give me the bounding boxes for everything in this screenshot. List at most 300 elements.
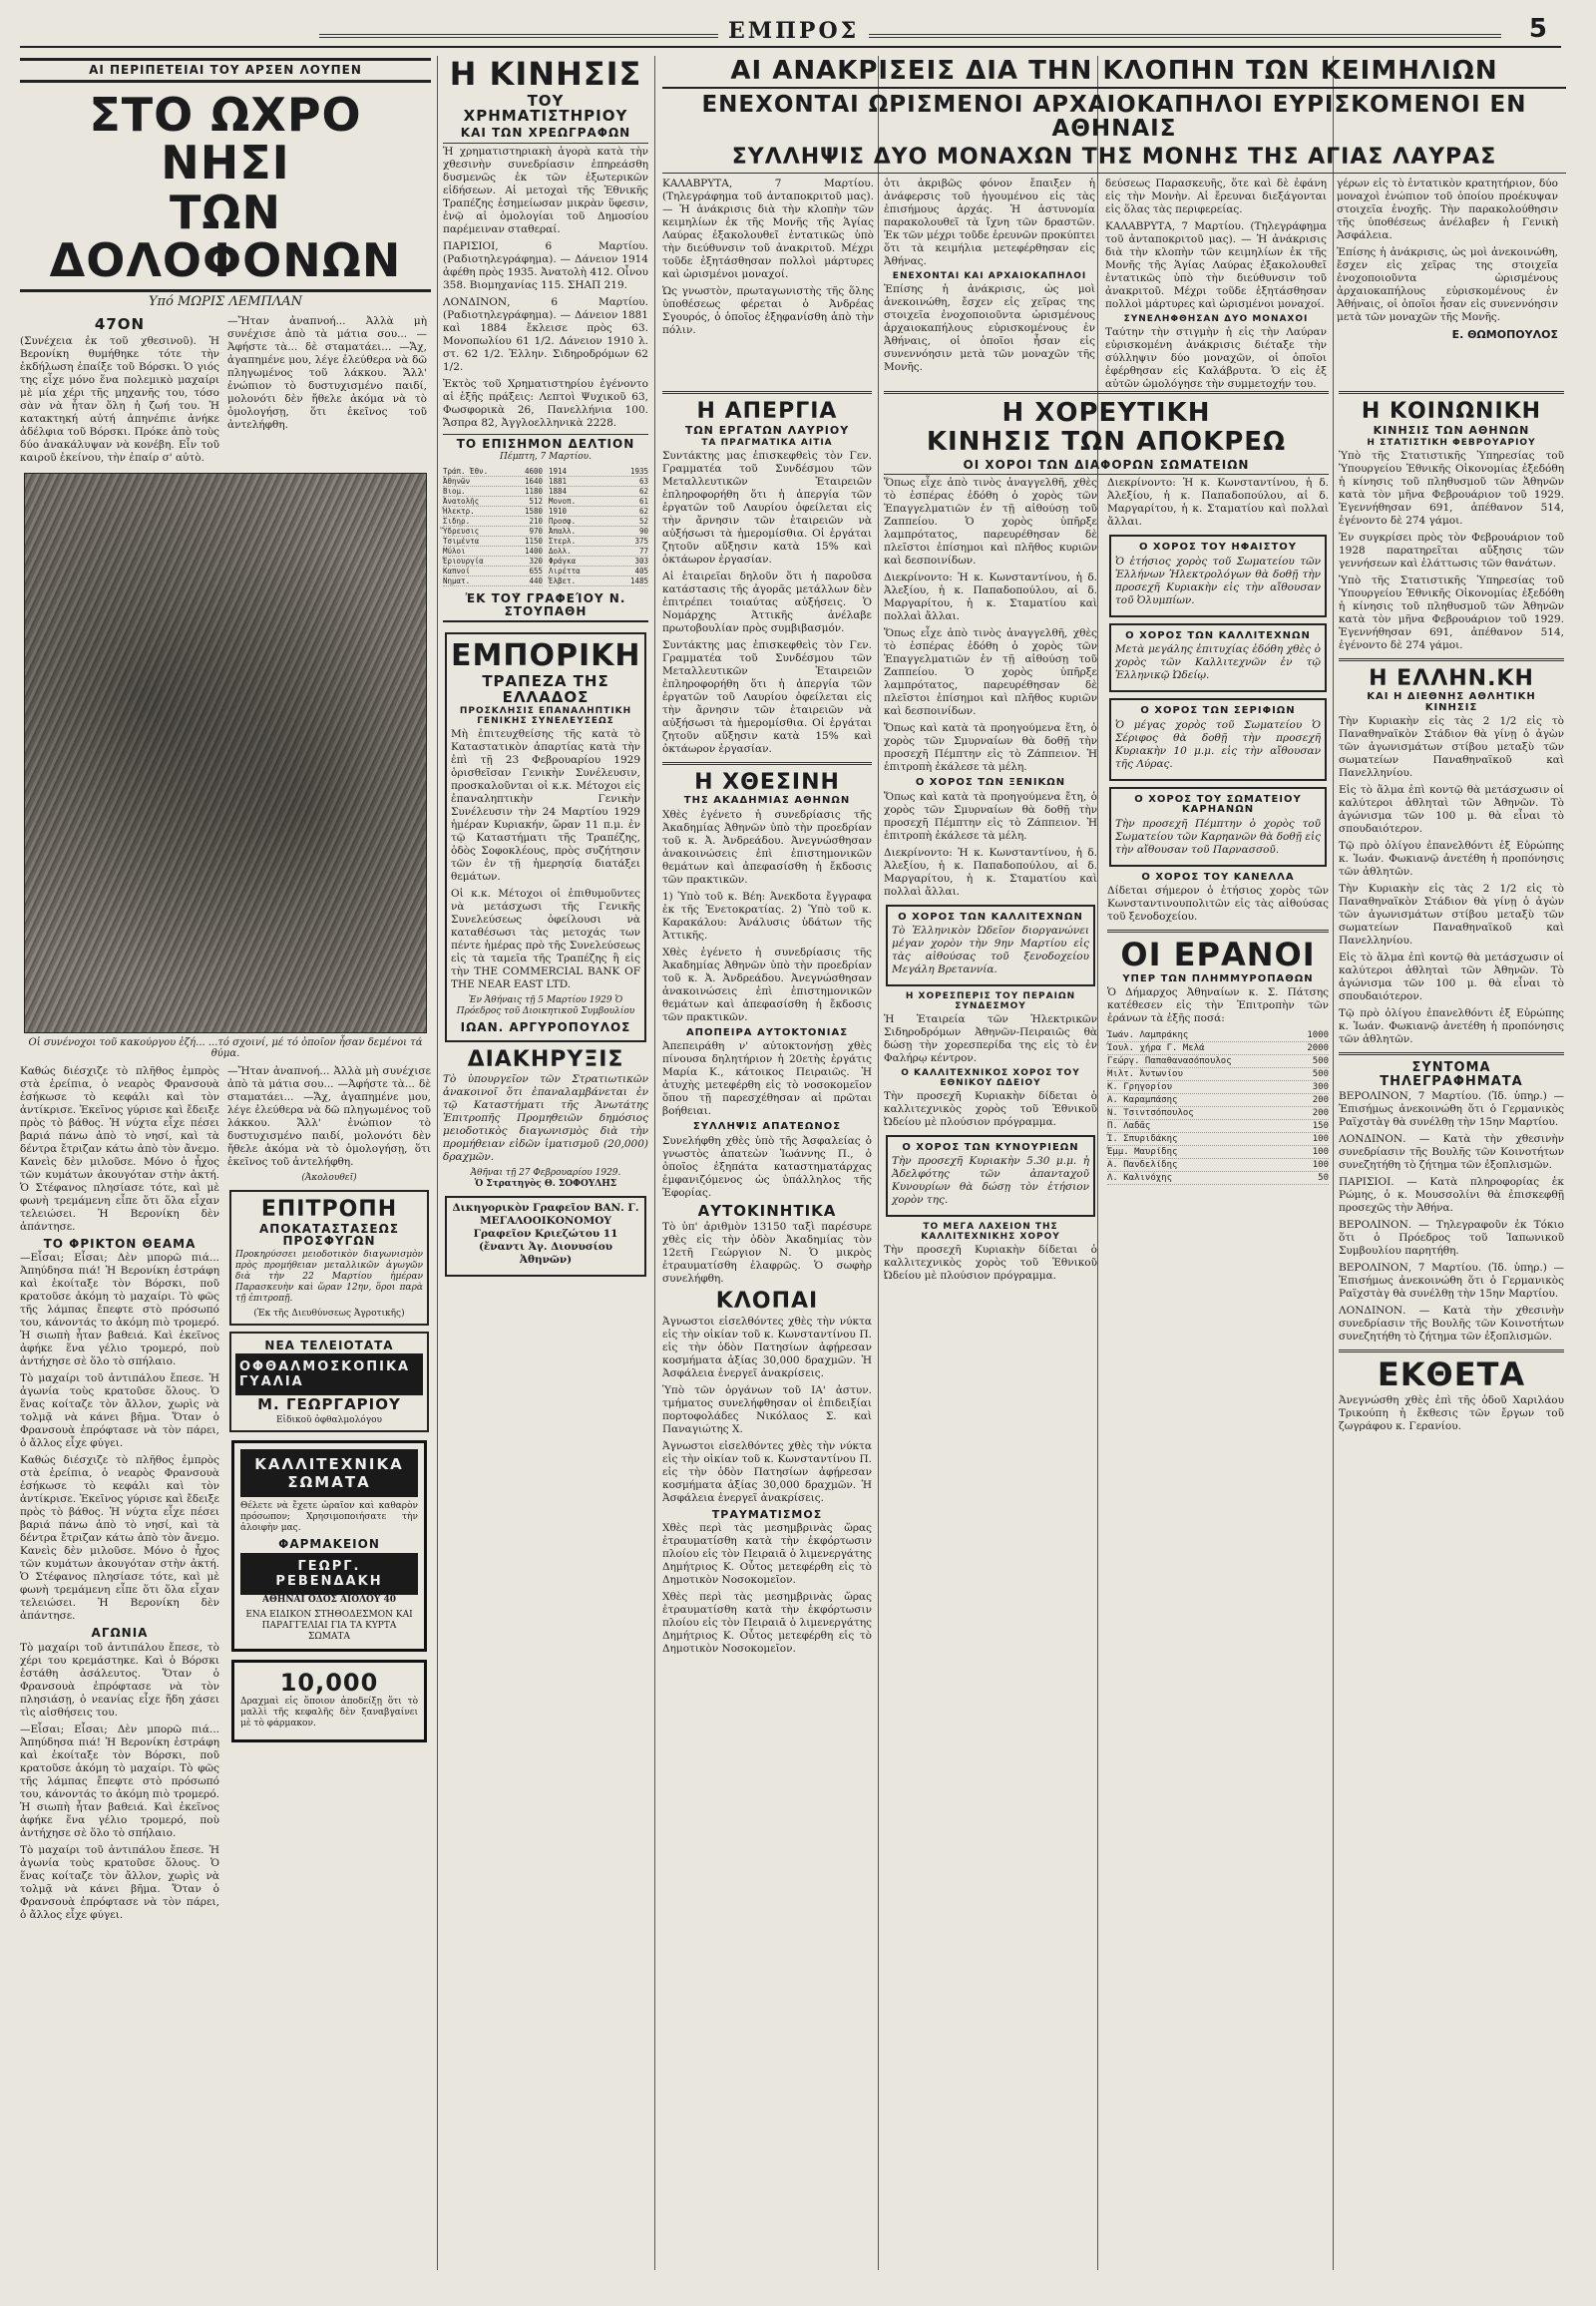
table-row bbox=[549, 527, 648, 537]
bank-title1: ΕΜΠΟΡΙΚΗ bbox=[451, 638, 641, 674]
row-value: 62 bbox=[638, 507, 648, 517]
dance-notice bbox=[886, 1135, 1095, 1218]
bank-subtitle: ΠΡΟΣΚΛΗΣΙΣ ΕΠΑΝΑΛΗΠΤΙΚΗ ΓΕΝΙΚΗΣ ΣΥΝΕΛΕΥΣΕΩΣ bbox=[459, 706, 632, 726]
sports-text: Εἰς τὸ ἅλμα ἐπὶ κοντῷ θὰ μετάσχωσιν οἱ καλύτεροι ἀθληταὶ τῶν Ἀθηνῶν. Τὸ ἀγώνισμα τῶν 100 μ. θὰ εἶναι τὸ σπουδαιότερον. bbox=[1339, 784, 1564, 836]
row-value: 970 bbox=[529, 527, 543, 537]
table-row bbox=[1107, 1068, 1329, 1081]
lead-subhead: ΕΝΕΧΟΝΤΑΙ ΚΑΙ ΑΡΧΑΙΟΚΑΠΗΛΟΙ bbox=[892, 270, 1087, 281]
strike-title1: Η ΑΠΕΡΓΙΑ bbox=[696, 399, 838, 424]
dance-notice-title: Ο ΧΟΡΟΣ ΤΟΥ ΗΦΑΙΣΤΟΥ bbox=[1138, 542, 1298, 554]
illustration-photo bbox=[24, 473, 427, 1033]
reward-ad bbox=[231, 1660, 427, 1742]
table-row bbox=[549, 557, 648, 567]
section-rule bbox=[1339, 1349, 1564, 1352]
row-value: 320 bbox=[529, 557, 543, 567]
row-label: Ἰωάν. Λαμπράκης bbox=[1107, 1030, 1189, 1041]
dances-text: Ὅπως εἶχε ἀπὸ τινὸς ἀναγγελθῆ, χθὲς τὸ ἑσπέρας ἐδόθη ὁ χορὸς τῶν Ἐπαγγελματιῶν ἐν τῇ αἰθούσῃ τοῦ Ζαππείου. Ὁ χορὸς ὑπῆρξε λαμπρότατος, παρευρέθησαν δὲ πλεῖστοι ἐπίσημοι καὶ πλῆθος κυριῶν καὶ δεσποινίδων. bbox=[884, 627, 1097, 718]
finance-title2: ΤΟΥ ΧΡΗΜΑΤΙΣΤΗΡΙΟΥ bbox=[463, 91, 628, 126]
table-row bbox=[1107, 1055, 1329, 1068]
table-row bbox=[443, 507, 543, 517]
committee-subtitle: ΑΠΟΚΑΤΑΣΤΑΣΕΩΣ ΠΡΟΣΦΥΓΩΝ bbox=[258, 1221, 400, 1249]
table-row bbox=[549, 467, 648, 477]
pharmacy-address: ΑΘΗΝΑΙ ΟΔΟΣ ΑΙΟΛΟΥ 40 bbox=[262, 1594, 396, 1605]
row-value: 4600 bbox=[524, 467, 543, 477]
social-text: Ὑπὸ τῆς Στατιστικῆς Ὑπηρεσίας τοῦ Ὑπουργείου Ἐθνικῆς Οἰκονομίας ἐξεδόθη ἡ κίνησις τοῦ πληθυσμοῦ τῶν Ἀθηνῶν κατὰ τὸν μῆνα Φεβρουάριον τοῦ 1929. Ἐγεννήθησαν 691, ἀπέθανον 514, ἐγένοντο δὲ 274 γάμοι. bbox=[1339, 575, 1564, 652]
row-value: 50 bbox=[1318, 1173, 1329, 1184]
serial-column bbox=[20, 56, 431, 2272]
sports-title2: ΚΑΙ Η ΔΙΕΘΝΗΣ ΑΘΛΗΤΙΚΗ ΚΙΝΗΣΙΣ bbox=[1367, 691, 1536, 713]
row-value: 655 bbox=[529, 567, 543, 576]
section-rule bbox=[1339, 658, 1564, 661]
row-label: Ἐριουργία bbox=[443, 557, 484, 567]
dances-subtitle: ΟΙ ΧΟΡΟΙ ΤΩΝ ΔΙΑΦΟΡΩΝ ΣΩΜΑΤΕΙΩΝ bbox=[884, 459, 1329, 476]
strike-text: Συντάκτης μας ἐπισκεφθεὶς τὸν Γεν. Γραμματέα τοῦ Συνδέσμου τῶν Μεταλλευτικῶν Ἑταιρειῶν ἐπληροφορήθη ὅτι ἡ ἀπεργία τῶν ἐργατῶν τοῦ Λαυρίου ὀφείλεται εἰς τὴν ἄρνησιν τῶν ἑταιρειῶν νὰ αὐξήσωσι τὰ ἡμερομίσθια. Οἱ ἐργάται ζητοῦν αὔξησιν κατὰ 15% καὶ ὀκτάωρον ἐργασίαν. bbox=[662, 450, 872, 567]
row-label: Τράπ. Ἐθν. bbox=[443, 467, 489, 477]
dance-notice-text: Τὸ Ἑλληνικὸν Ὠδεῖον διοργανώνει μέγαν χορὸν τὴν 9ην Μαρτίου εἰς τὰς αἰθούσας τοῦ ξενοδοχείου Μεγάλη Βρεταννία. bbox=[892, 925, 1089, 976]
declaration-date: Ἀθῆναι τῇ 27 Φεβρουαρίου 1929. bbox=[470, 1168, 621, 1179]
donations-list bbox=[1107, 1029, 1329, 1185]
story-text: —Εἶσαι; Εἶσαι; Δὲν μπορῶ πιά... Ἀπηύδησα πιά! Ἡ Βερονίκη ἐστράφη καὶ ἐκοίταξε τὸν Βόρσκι, ποῦ κρατοῦσε ἀκόμη τὸ μαχαίρι. Τὸ φῶς τῆς λάμπας ἔπεφτε στὸ πρόσωπό του, κάνοντάς το ἀκόμη πιὸ τρομερό. Ἡ σιωπὴ ἦταν βαθειά. Καὶ ἐκεῖνος ἀφήκε ἕνα γέλιο τρομερό, ποὺ ἀντήχησε σὲ ὅλο τὸ σπήλαιο. bbox=[20, 1723, 219, 1839]
newspaper-page bbox=[20, 12, 1576, 2276]
page-number: 5 bbox=[1528, 14, 1547, 44]
row-label: Ἰ. Σπυριδάκης bbox=[1107, 1134, 1178, 1145]
section-rule bbox=[884, 391, 1329, 394]
story-text: —Ἤταν ἀναπνοή... Ἀλλὰ μὴ συνέχισε ἀπὸ τὰ μάτια σου... —Ἀφήστε τὰ... δὲ σταματάει... —Ἄχ, ἀγαπημένε μου, λέγε ἐλεύθερα νὰ δῶ πληγωμένος τοῦ λάκκου. Ἄλλ' ἐνώπιον τὸ δυστυχισμένο παιδί, μολονότι δὲν ἤθελε ἀκόμα νὰ τὸ ὁμολογήσῃ, ὅτι ἐκεῖνος τοῦ ἀντελήφθη. bbox=[227, 1064, 431, 1168]
story-title-line2: ΤΩΝ ΔΟΛΟΦΟΝΩΝ bbox=[20, 189, 431, 292]
table-row bbox=[1107, 1042, 1329, 1055]
brief-text: Ἀγνωστοι εἰσελθόντες χθὲς τὴν νύκτα εἰς τὴν οἰκίαν τοῦ κ. Κωνσταντίνου Π. εἰς τὴν ὁδὸν Πατησίων ἀφῄρεσαν κοσμήματα ἀξίας 30,000 δραχμῶν. Ἡ Ἀσφάλεια ἐνεργεῖ ἀνακρίσεις. bbox=[662, 1315, 872, 1379]
row-label: Φράγκα bbox=[549, 557, 577, 567]
dance-notice-title: Ο ΧΟΡΟΣ ΤΩΝ ΚΑΛΛΙΤΕΧΝΩΝ bbox=[898, 911, 1083, 923]
pharmacy-label: ΦΑΡΜΑΚΕΙΟΝ bbox=[278, 1537, 380, 1552]
dance-notice-text: Ὁ μέγας χορὸς τοῦ Σωματείου Ὁ Σέριφος θὰ δοθῇ τὴν προσεχῆ Κυριακὴν 10 μ.μ. εἰς τὴν αἴθουσαν τῆς Λύρας. bbox=[1115, 718, 1321, 770]
table-row bbox=[549, 576, 648, 586]
row-value: 512 bbox=[529, 497, 543, 507]
table-row bbox=[443, 517, 543, 527]
academy-text: Χθὲς ἐγένετο ἡ συνεδρίασις τῆς Ἀκαδημίας Ἀθηνῶν ὑπὸ τὴν προεδρίαν τοῦ κ. Ἀ. Ἀνδρεάδου. Ἀνεγνώσθησαν ἀνακοινώσεις ἐπὶ ἐπιστημονικῶν θεμάτων καὶ ἀπεφασίσθη ἡ ἔκδοσις τῶν πρακτικῶν. bbox=[662, 808, 872, 886]
dance-notice bbox=[1109, 623, 1327, 693]
row-label: Λιρέττα bbox=[549, 567, 581, 576]
dances-text: Ὅπως εἶχε ἀπὸ τινὸς ἀναγγελθῆ, χθὲς τὸ ἑσπέρας ἐδόθη ὁ χορὸς τῶν Ἐπαγγελματιῶν ἐν τῇ αἰθούσῃ τοῦ Ζαππείου. Ὁ χορὸς ὑπῆρξε λαμπρότατος, παρευρέθησαν δὲ πλεῖστοι ἐπίσημοι καὶ πλῆθος κυριῶν καὶ δεσποινίδων. bbox=[884, 477, 1097, 568]
row-label: Α. Πανδελίδης bbox=[1107, 1160, 1178, 1171]
pharmacy-ad bbox=[231, 1440, 427, 1652]
strike-text: Συντάκτης μας ἐπισκεφθεὶς τὸν Γεν. Γραμματέα τοῦ Συνδέσμου τῶν Μεταλλευτικῶν Ἑταιρειῶν ἐπληροφορήθη ὅτι ἡ ἀπεργία τῶν ἐργατῶν τοῦ Λαυρίου ὀφείλεται εἰς τὴν ἄρνησιν τῶν ἑταιρειῶν νὰ αὐξήσωσι τὰ ἡμερομίσθια. Οἱ ἐργάται ζητοῦν αὔξησιν κατὰ 15% καὶ ὀκτάωρον ἐργασίαν. bbox=[662, 639, 872, 756]
lead-text: Ἐπίσης ἡ ἀνάκρισις, ὡς μοὶ ἀνεκοινώθη, ἔσχεν εἰς χεῖρας της στοιχεῖα ἐνοχοποιοῦντα ὡρισμένους ἀρχαιοκαπήλους εὑρισκομένους ἐν Ἀθήναις, οἱ ὁποῖοι ἦσαν εἰς συνεννόησιν μετὰ τῶν μοναχῶν τῆς Μονῆς. bbox=[884, 283, 1095, 374]
row-value: 2000 bbox=[1307, 1043, 1329, 1054]
eranoi-text: Ὁ Δήμαρχος Ἀθηναίων κ. Σ. Πάτσης κατέθεσεν εἰς τὴν Ἐπιτροπὴν τῶν ἐράνων τὰ ἑξῆς ποσά: bbox=[1107, 986, 1329, 1025]
row-value: 100 bbox=[1312, 1147, 1329, 1158]
social-text: Ἐν συγκρίσει πρὸς τὸν Φεβρουάριον τοῦ 1928 παρατηρεῖται αὔξησις τῶν γεννήσεων καὶ ἐλάττωσις τῶν θανάτων. bbox=[1339, 532, 1564, 571]
social-title1: Η ΚΟΙΝΩΝΙΚΗ bbox=[1361, 399, 1542, 424]
committee-text: Προκηρύσσει μειοδοτικὸν διαγωνισμὸν πρὸς προμήθειαν μεταλλικῶν ἀγωγῶν διὰ τὴν 22 Μαρτίου ἡμέραν Παρασκευὴν καὶ ὥραν 12ην, ὅροι παρὰ τῇ ἐπιτροπῇ. bbox=[235, 1249, 423, 1304]
story-subhead: ΑΓΩΝΙΑ bbox=[91, 1626, 149, 1641]
row-label: 1910 bbox=[549, 507, 568, 517]
table-row bbox=[549, 477, 648, 487]
row-value: 500 bbox=[1312, 1069, 1329, 1080]
bank-text: Οἱ κ.κ. Μέτοχοι οἱ ἐπιθυμοῦντες νὰ μετάσχωσι τῆς Γενικῆς Συνελεύσεως ὀφείλουσι νὰ καταθέσωσι τὰς μετοχάς των πέντε ἡμέρας πρὸ τῆς Συνελεύσεως εἰς τὰ ταμεῖα τῆς Τραπέζης ἢ εἰς τὴν THE COMMERCIAL BANK OF THE NEAR EAST LTD. bbox=[451, 888, 640, 991]
brief-text: Ἀπεπειράθη ν' αὐτοκτονήσῃ χθὲς πίνουσα δηλητήριον ἡ 20ετὴς ἐργάτις Μαρία Κ., κάτοικος Πειραιῶς. Ἡ ἀτυχὴς μετεφέρθη εἰς τὸ νοσοκομεῖον ὅπου τῇ παρεσχέθησαν αἱ πρῶται βοήθειαι. bbox=[662, 1040, 872, 1118]
social-text: Ὑπὸ τῆς Στατιστικῆς Ὑπηρεσίας τοῦ Ὑπουργείου Ἐθνικῆς Οἰκονομίας ἐξεδόθη ἡ κίνησις τοῦ πληθυσμοῦ τῶν Ἀθηνῶν κατὰ τὸν μῆνα Φεβρουάριον τοῦ 1929. Ἐγεννήθησαν 691, ἀπέθανον 514, ἐγένοντο δὲ 274 γάμοι. bbox=[1339, 450, 1564, 528]
dance-notice-text: Τὴν προσεχῆ Πέμπτην ὁ χορὸς τοῦ Σωματείου τῶν Καρηανῶν θὰ δοθῇ εἰς τὴν αἴθουσαν τοῦ Παρνασσοῦ. bbox=[1115, 817, 1321, 856]
pharmacy-banner: ΚΑΛΛΙΤΕΧΝΙΚΑ ΣΩΜΑΤΑ bbox=[240, 1449, 418, 1497]
photo-caption: Οἱ συνένοχοι τοῦ κακούργου ἐζή... ...τό σχοινί, μέ τό ὁποῖον ἦσαν δεμένοι τά θύμα. bbox=[28, 1036, 423, 1059]
academy-text: 1) Ὑπὸ τοῦ κ. Βέη: Ἀνεκδοτα ἔγγραφα ἐκ τῆς Ἐνετοκρατίας. 2) Ὑπὸ τοῦ κ. Καρακάλου: Ἀνάλυσις ὑδάτων τῆς Ἀττικῆς. bbox=[662, 890, 872, 942]
row-label: Ἐμμ. Μαυρίδης bbox=[1107, 1147, 1178, 1158]
row-label: Ἠλεκτρ. bbox=[443, 507, 475, 517]
sports-text: Τὴν Κυριακὴν εἰς τὰς 2 1/2 εἰς τὸ Παναθηναϊκὸν Στάδιον θὰ γίνῃ ὁ ἀγὼν τῶν ἀγωνισμάτων στίβου μεταξὺ τῶν σωματείων Παναθηναϊκοῦ καὶ Πανελληνίου. bbox=[1339, 883, 1564, 948]
finance-title1: Η ΚΙΝΗΣΙΣ bbox=[449, 55, 642, 93]
brief-subhead: ΣΥΛΛΗΨΙΣ ΑΠΑΤΕΩΝΟΣ bbox=[692, 1121, 842, 1133]
dances-subhead: Η ΧΟΡΕΣΠΕΡΙΣ ΤΟΥ ΠΕΡΑΙΩΝ ΣΥΝΔΕΣΜΟΥ bbox=[905, 991, 1076, 1011]
brief-text: Ἀγνωστοι εἰσελθόντες χθὲς τὴν νύκτα εἰς τὴν οἰκίαν τοῦ κ. Κωνσταντίνου Π. εἰς τὴν ὁδὸν Πατησίων ἀφῄρεσαν κοσμήματα ἀξίας 30,000 δραχμῶν. Ἡ Ἀσφάλεια ἐνεργεῖ ἀνακρίσεις. bbox=[662, 1439, 872, 1504]
law-office-text: Δικηγορικὸν Γραφεῖον ΒΑΝ. Γ. ΜΕΓΑΛΟΟΙΚΟΝΟΜΟΥ Γραφεῖον Κριεζώτου 11 (ἔναντι Ἀγ. Διονυσίου Ἀθηνῶν) bbox=[452, 1202, 639, 1267]
dances-text: Διεκρίνοντο: Ἡ κ. Κωνσταντίνου, ἡ δ. Ἀλεξίου, ἡ κ. Παπαδοπούλου, αἱ δ. Μαργαρίτου, ἡ κ. Σταματίου καὶ πολλαὶ ἄλλαι. bbox=[884, 846, 1097, 898]
row-value: 77 bbox=[638, 547, 648, 557]
table-row bbox=[443, 527, 543, 537]
section-rule bbox=[1107, 930, 1329, 933]
installment-number: 47ΟΝ bbox=[94, 314, 146, 333]
finance-text: ΛΟΝΔΙΝΟΝ, 6 Μαρτίου. (Ραδιοτηλεγράφημα). — Δάνειον 1881 καὶ 1884 ἔκλεισε πρὸς 63. Μονοπωλίου 61 1/2. Δάνειον 1910 λ. στ. 62 1/2. Ἑλλην. Σιδηροδρόμων 62 1/2. bbox=[443, 295, 648, 373]
brief-text: Χθὲς περὶ τὰς μεσημβρινὰς ὥρας ἐτραυματίσθη κατὰ τὴν ἐκφόρτωσιν πλοίου εἰς τὸν Πειραιᾶ ὁ λιμενεργάτης Δημήτριος Κ. Οὗτος μετεφέρθη εἰς τὸ Δημοτικὸν Νοσοκομεῖον. bbox=[662, 1591, 872, 1656]
table-title: ΤΟ ΕΠΙΣΗΜΟΝ ΔΕΛΤΙΟΝ bbox=[443, 434, 648, 451]
row-value: 1485 bbox=[629, 576, 648, 586]
dances-subcolumn-left bbox=[884, 477, 1097, 1287]
lead-text: γέρων εἰς τὸ ἐντατικὸν κρατητήριον, δύο μοναχοὶ ἐνώπιον τοῦ ὁποίου προέκυψαν στοιχεῖα ἐνοχῆς. Τὴν παρακολούθησιν τῆς ὑποθέσεως ἀνέλαβεν ἡ Γενικὴ Ἀσφάλεια. bbox=[1337, 177, 1558, 241]
row-label: Σιδηρ. bbox=[443, 517, 471, 527]
finance-text: Ἡ χρηματιστηριακὴ ἀγορὰ κατὰ τὴν χθεσινὴν συνεδρίασιν ἐπηρεάσθη δυσμενῶς ἐκ τῶν ἐξωτερικῶν εἰδήσεων. Αἱ μετοχαὶ τῆς Ἐθνικῆς Τραπέζης ἐσημείωσαν μικρὰν ὕφεσιν, ἐνῷ αἱ ὁμολογίαι τοῦ Δημοσίου παρέμειναν σταθεραί. bbox=[443, 145, 648, 235]
optician-tag: ΝΕΑ ΤΕΛΕΙΟΤΑΤΑ bbox=[264, 1338, 394, 1352]
eranoi-subtitle: ΥΠΕΡ ΤΩΝ ΠΛΗΜΜΥΡΟΠΑΘΩΝ bbox=[1122, 972, 1314, 984]
story-text: (Συνέχεια ἐκ τοῦ χθεσινοῦ). Ἡ Βερονίκη θυμήθηκε τότε τὴν ἐκδήλωση ἐπαίξε τοῦ Βόρσκι. Ὁ γιός της εἶχε μόνο ἕνα πολεμικὸ μαχαίρι μὲ μία χέρι τῆς μηχανῆς του, τόσο σὰν νὰ ἦταν ὅλη ἡ ζωή του. Ἡ κατακτηκή αὐτή ἀπηνέπιε ἀνήκε ἀδέλφια τοῦ Βόρσκι. Πρόκε ἀπὸ τοὺς δύο ἀνακάλυψαν νὰ κονέβη. Εἶν τοῦ καιροῦ ἐκείνου, τὴν ἐπαίρ σ' αὐτὸ. bbox=[20, 334, 219, 464]
committee-title: ΕΠΙΤΡΟΠΗ bbox=[260, 1196, 398, 1222]
row-value: 63 bbox=[638, 477, 648, 487]
stock-table bbox=[443, 467, 648, 586]
sports-text: Εἰς τὸ ἅλμα ἐπὶ κοντῷ θὰ μετάσχωσιν οἱ καλύτεροι ἀθληταὶ τῶν Ἀθηνῶν. Τὸ ἀγώνισμα τῶν 100 μ. θὰ εἶναι τὸ σπουδαιότερον. bbox=[1339, 952, 1564, 1003]
row-label: Καπνοί bbox=[443, 567, 471, 576]
finance-subtitle: ΚΑΙ ΤΩΝ ΧΡΕΩΓΡΑΦΩΝ bbox=[443, 127, 648, 144]
story-text: —Εἶσαι; Εἶσαι; Δὲν μπορῶ πιά... Ἀπηύδησα πιά! Ἡ Βερονίκη ἐστράφη καὶ ἐκοίταξε τὸν Βόρσκι, ποῦ κρατοῦσε ἀκόμη τὸ μαχαίρι. Τὸ φῶς τῆς λάμπας ἔπεφτε στὸ πρόσωπό του, κάνοντάς το ἀκόμη πιὸ τρομερό. Ἡ σιωπὴ ἦταν βαθειά. Καὶ ἐκεῖνος ἀφήκε ἕνα γέλιο τρομερό, ποὺ ἀντήχησε σὲ ὅλο τὸ σπήλαιο. bbox=[20, 1252, 219, 1368]
reward-text: Δραχμαὶ εἰς ὅποιον ἀποδείξῃ ὅτι τὸ μαλλὶ τῆς κεφαλῆς δὲν ξαναβγαίνει μὲ τὸ φάρμακον. bbox=[240, 1696, 418, 1729]
dances-subhead: Ο ΧΟΡΟΣ ΤΩΝ ΞΕΝΙΚΩΝ bbox=[915, 777, 1066, 789]
social-column bbox=[1339, 385, 1564, 2272]
table-row bbox=[443, 576, 543, 586]
dance-notice bbox=[886, 905, 1095, 987]
dances-subhead: ΤΟ ΜΕΓΑ ΛΑΧΕΙΟΝ ΤΗΣ ΚΑΛΛΙΤΕΧΝΙΚΗΣ ΧΟΡΟΥ bbox=[921, 1222, 1060, 1242]
dance-notice bbox=[1109, 535, 1327, 617]
dances-text: Δίδεται σήμερον ὁ ἐτήσιος χορὸς τῶν Κωνσταντινουπολιτῶν εἰς τὰς αἰθούσας τοῦ ξενοδοχείου. bbox=[1107, 885, 1329, 924]
broker-credit: ἘΚ ΤΟΥ͂ ΓΡΑΦΕΊΟΥ Ν. ΣΤΟΥΠΑΘΗ bbox=[443, 592, 648, 622]
sports-title1: Η ΕΛΛΗΝ.ΚΗ bbox=[1369, 666, 1534, 692]
bank-text: Μὴ ἐπιτευχθείσης τῆς κατὰ τὸ Καταστατικὸν ἀπαρτίας κατὰ τὴν ἐπὶ τῇ 23 Φεβρουαρίου 1929 ὁρισθεῖσαν Γενικὴν Συνέλευσιν, προσκαλοῦνται οἱ κ.κ. Μέτοχοι εἰς ἐπαναληπτικὴν Γενικὴν Συνέλευσιν τὴν 24 Μαρτίου 1929 ἡμέραν Κυριακήν, ὥραν 11 π.μ. ἐν τῷ Καταστήματι τῆς Τραπέζης, ὁδὸς Σοφοκλέους, πρὸς συζήτησιν τῶν ἐν τῇ ἡμερησίᾳ διατάξει θεμάτων. bbox=[451, 728, 640, 884]
row-label: Ὕδρευσις bbox=[443, 527, 480, 537]
brief-text: Συνελήφθη χθὲς ὑπὸ τῆς Ἀσφαλείας ὁ γνωστὸς ἀπατεὼν Ἰωάννης Π., ὁ ὁποῖος ἐξηπάτα καταστηματάρχας ἐμφανιζόμενος ὡς ὑπάλληλος τῆς Ἐφορίας. bbox=[662, 1134, 872, 1199]
row-value: 405 bbox=[634, 567, 648, 576]
story-subhead: ΤΟ ΦΡΙΚΤΟΝ ΘΕΑΜΑ bbox=[43, 1236, 197, 1251]
row-value: 52 bbox=[638, 517, 648, 527]
table-row bbox=[549, 497, 648, 507]
row-label: Ἀπαλλ. bbox=[549, 527, 577, 537]
declaration-text: Τὸ ὑπουργεῖον τῶν Στρατιωτικῶν ἀνακοινοῖ ὅτι ἐπαναλαμβάνεται ἐν τῷ Καταστήματι τῆς Ἀνωτάτης Ἐπιτροπῆς Προμηθειῶν δημόσιος μειοδοτικὸς διαγωνισμὸς διὰ τὴν προμήθειαν εἰδῶν ἰματισμοῦ (20,000) δραχμῶν. bbox=[443, 1073, 648, 1164]
table-row bbox=[1107, 1029, 1329, 1042]
row-label: Ἀνατολῆς bbox=[443, 497, 480, 507]
dance-notice bbox=[1109, 787, 1327, 867]
row-value: 300 bbox=[1312, 1082, 1329, 1093]
row-label: Κ. Γρηγορίου bbox=[1107, 1082, 1173, 1093]
section-rule bbox=[1339, 391, 1564, 394]
row-value: 1935 bbox=[629, 467, 648, 477]
row-label: Γεώργ. Παπαθανασόπουλος bbox=[1107, 1056, 1232, 1067]
bank-title2: ΤΡΑΠΕΖΑ ΤΗΣ ΕΛΛΑΔΟΣ bbox=[482, 671, 609, 706]
row-value: 440 bbox=[529, 576, 543, 586]
academy-text: Χθὲς ἐγένετο ἡ συνεδρίασις τῆς Ἀκαδημίας Ἀθηνῶν ὑπὸ τὴν προεδρίαν τοῦ κ. Ἀ. Ἀνδρεάδου. Ἀνεγνώσθησαν ἀνακοινώσεις ἐπὶ ἐπιστημονικῶν θεμάτων καὶ ἀπεφασίσθη ἡ ἔκδοσις τῶν πρακτικῶν. bbox=[662, 946, 872, 1023]
row-label: Βιομ. bbox=[443, 487, 466, 497]
dances-subhead: Ο ΧΟΡΟΣ ΤΟΥ ΚΑΝΕΛΛΑ bbox=[1141, 871, 1295, 883]
table-row bbox=[549, 547, 648, 557]
table-row bbox=[1107, 1159, 1329, 1172]
lead-subhead: ΣΥΝΕΛΗΦΘΗΣΑΝ ΔΥΟ ΜΟΝΑΧΟΙ bbox=[1123, 313, 1309, 324]
brief-text: Χθὲς περὶ τὰς μεσημβρινὰς ὥρας ἐτραυματίσθη κατὰ τὴν ἐκφόρτωσιν πλοίου εἰς τὸν Πειραιᾶ ὁ λιμενεργάτης Δημήτριος Κ. Οὗτος μετεφέρθη εἰς τὸ Δημοτικὸν Νοσοκομεῖον. bbox=[662, 1522, 872, 1587]
table-row bbox=[549, 507, 648, 517]
story-text: Καθώς διέσχιζε τὸ πλῆθος ἐμπρὸς στὰ ἐρείπια, ὁ νεαρὸς Φρανσουὰ ἐσήκωσε τὸ κεφάλι καὶ τὸν ἀντίκρισε. Ἐκεῖνος γύρισε καὶ ἔδειξε πρὸς τὸ βάθος. Ἡ νύχτα εἶχε πέσει βαριά πάνω ἀπὸ τὸ νησί, καὶ τὰ δέντρα ἔτριζαν κάτω ἀπὸ τὸν ἄνεμο. Κανεὶς δὲν μιλοῦσε. Μόνο ὁ ἦχος τῶν κυμάτων ἀκουγόταν στὴν ἀκτή. Ὁ Στέφανος πλησίασε τότε, καὶ μὲ φωνὴ τρεμάμενη εἶπε ὅτι ὅλα εἶχαν τελειώσει. Ἡ Βερονίκη δὲν ἀπάντησε. bbox=[20, 1454, 219, 1623]
row-value: 150 bbox=[1312, 1121, 1329, 1132]
table-row bbox=[443, 477, 543, 487]
brief-text: Τὸ ὑπ' ἀριθμὸν 13150 ταξὶ παρέσυρε χθὲς εἰς τὴν ὁδὸν Ἀκαδημίας τὸν 12ετῆ Γεώργιον Ν. Ὁ μικρὸς ἐτραυματίσθη ἐλαφρῶς. Ὁ σωφὴρ συνελήφθη. bbox=[662, 1221, 872, 1286]
stock-table-right bbox=[549, 467, 648, 586]
declaration-title: ΔΙΑΚΗΡΥΞΙΣ bbox=[467, 1046, 624, 1072]
row-value: 100 bbox=[1312, 1160, 1329, 1171]
lead-headline1: ΑΙ ΑΝΑΚΡΙΣΕΙΣ ΔΙΑ ΤΗΝ ΚΛΟΠΗΝ ΤΩΝ ΚΕΙΜΗΛΙΩΝ bbox=[662, 58, 1566, 89]
table-row bbox=[1107, 1133, 1329, 1146]
section-rule bbox=[1339, 1052, 1564, 1055]
eranoi-title: ΟΙ ΕΡΑΝΟΙ bbox=[1120, 936, 1316, 974]
row-value: 1580 bbox=[524, 507, 543, 517]
masthead bbox=[20, 12, 1561, 48]
row-label: Νηματ. bbox=[443, 576, 471, 586]
bank-signature: Ἐν Ἀθήναις τῇ 5 Μαρτίου 1929 Ὁ Πρόεδρος τοῦ Διοικητικοῦ Συμβουλίου bbox=[456, 995, 635, 1017]
story-title-line1: ΣΤΟ ΩΧΡΟ ΝΗΣΙ bbox=[89, 87, 362, 190]
brief-subhead: ΤΡΑΥΜΑΤΙΣΜΟΣ bbox=[711, 1507, 823, 1521]
lead-text: Ταύτην τὴν στιγμὴν ἡ εἰς τὴν Λαύραν εὑρισκομένη ἀνάκρισις διέταξε τὴν σύλληψιν δύο μοναχῶν, οἱ ὁποῖοι ἐφέρθησαν εἰς Καλάβρυτα. Ὁ εἰς ἐξ αὐτῶν ὡμολόγησε τὴν συμμετοχήν του. bbox=[1105, 326, 1327, 391]
telegrams-title: ΣΥΝΤΟΜΑ ΤΗΛΕΓΡΑΦΗΜΑΤΑ bbox=[1380, 1060, 1523, 1089]
row-value: 210 bbox=[529, 517, 543, 527]
row-label: Προσφ. bbox=[549, 517, 577, 527]
story-text: —Ἤταν ἀναπνοή... Ἀλλὰ μὴ συνέχισε ἀπὸ τὰ μάτια σου... —Ἀφήστε τὰ... δὲ σταματάει... —Ἄχ, ἀγαπημένε μου, λέγε ἐλεύθερα νὰ δῶ πληγωμένος τοῦ λάκκου. Ἄλλ' ἐνώπιον τὸ δυστυχισμένο παιδί, μολονότι δὲν ἤθελε ἀκόμα νὰ τὸ ὁμολογήσῃ, ὅτι ἐκεῖνος τοῦ ἀντελήφθη. bbox=[227, 314, 427, 431]
lead-headline3: ΣΥΛΛΗΨΙΣ ΔΥΟ ΜΟΝΑΧΩΝ ΤΗΣ ΜΟΝΗΣ ΤΗΣ ΑΓΙΑΣ ΛΑΥΡΑΣ bbox=[662, 146, 1566, 174]
row-value: 62 bbox=[638, 487, 648, 497]
row-value: 100 bbox=[1312, 1134, 1329, 1145]
table-row bbox=[1107, 1146, 1329, 1159]
sports-text: Τῷ πρὸ ὀλίγου ἐπανελθόντι ἐξ Εὐρώπης κ. Ἰωάν. Φωκιανῷ ἀνετέθη ἡ προπόνησις τῶν ἀθλητῶν. bbox=[1339, 840, 1564, 879]
brief-subhead: ΚΛΟΠΑΙ bbox=[715, 1289, 819, 1315]
strike-subtitle: ΤΑ ΠΡΑΓΜΑΤΙΚΑ ΑΙΤΙΑ bbox=[701, 437, 833, 448]
row-value: 1000 bbox=[1307, 1030, 1329, 1041]
row-value: 1640 bbox=[524, 477, 543, 487]
dance-notice bbox=[1109, 698, 1327, 781]
story-text: Τὸ μαχαίρι τοῦ ἀντιπάλου ἔπεσε. Ἡ ἀγωνία τοὺς κρατοῦσε ὅλους. Ὁ ἕνας κοίταζε τὸν ἄλλον, χωρὶς νὰ τολμᾷ νὰ κάνει βῆμα. Ὅταν ὁ Φρανσουὰ ἐπρόφτασε νὰ τὸν πάρει, ὁ ἄλλος εἶχε φύγει. bbox=[20, 1843, 219, 1921]
row-label: Ἰουλ. χήρα Γ. Μελά bbox=[1107, 1043, 1205, 1054]
row-value: 1150 bbox=[524, 537, 543, 547]
finance-text: ΠΑΡΙΣΙΟΙ, 6 Μαρτίου. (Ραδιοτηλεγράφημα). — Δάνειον 1914 ἀφέθη πρὸς 1935. Ἀνατολὴ 412. Οἶνου 358. Βιομηχανίας 115. ΣΗΑΠ 219. bbox=[443, 239, 648, 291]
row-label: 1914 bbox=[549, 467, 568, 477]
table-row bbox=[443, 557, 543, 567]
dances-subhead: Ο ΚΑΛΛΙΤΕΧΝΙΚΟΣ ΧΟΡΟΣ ΤΟΥ ΕΘΝΙΚΟΥ ΩΔΕΙΟΥ bbox=[901, 1068, 1080, 1088]
lead-story bbox=[662, 56, 1566, 391]
row-label: Τσιμέντα bbox=[443, 537, 480, 547]
strike-title2: ΤΩΝ ΕΡΓΑΤΩΝ ΛΑΥΡΙΟΥ bbox=[684, 424, 850, 438]
pharmacy-name: ΓΕΩΡΓ. ΡΕΒΕΝΔΑΚΗ bbox=[240, 1553, 418, 1595]
table-row bbox=[443, 567, 543, 576]
story-text: Τὸ μαχαίρι τοῦ ἀντιπάλου ἔπεσε. Ἡ ἀγωνία τοὺς κρατοῦσε ὅλους. Ὁ ἕνας κοίταζε τὸν ἄλλον, χωρὶς νὰ τολμᾷ νὰ κάνει βῆμα. Ὅταν ὁ Φρανσουὰ ἐπρόφτασε νὰ τὸν πάρει, ὁ ἄλλος εἶχε φύγει. bbox=[20, 1372, 219, 1450]
row-value: 303 bbox=[634, 557, 648, 567]
brief-subhead: ΑΠΟΠΕΙΡΑ ΑΥΤΟΚΤΟΝΙΑΣ bbox=[685, 1026, 849, 1038]
row-label: Μιλτ. Ἀντωνίου bbox=[1107, 1069, 1183, 1080]
law-office-ad bbox=[445, 1196, 646, 1277]
dance-notice-text: Τὴν προσεχῆ Κυριακὴν 5.30 μ.μ. ἡ Ἀδελφότης τῶν ἀπανταχοῦ Κυνουρίων θὰ δώσῃ τὸν ἐτήσιον χορὸν της. bbox=[892, 1155, 1089, 1207]
optician-sub: Εἰδικοῦ ὀφθαλμολόγου bbox=[275, 1415, 382, 1426]
row-label: Μύλοι bbox=[443, 547, 466, 557]
row-value: 375 bbox=[634, 537, 648, 547]
dances-text: Ὅπως καὶ κατὰ τὰ προηγούμενα ἔτη, ὁ χορὸς τῶν Σμυρναίων θὰ δοθῇ τὴν προσεχῆ Πέμπτην εἰς τὸ Ζάππειον. Ἡ ἐπιτροπὴ ἐκάλεσε τὰ μέλη. bbox=[884, 790, 1097, 842]
masthead-rule bbox=[319, 34, 1501, 38]
declaration-signature: Ὁ Στρατηγὸς Θ. ΣΟΦΟΥΛΗΣ bbox=[474, 1179, 617, 1190]
pharmacy-offer: ΕΝΑ ΕΙΔΙΚΟΝ ΣΤΗΘΟΔΕΣΜΟΝ ΚΑΙ ΠΑΡΑΓΓΕΛΙΑΙ ΓΙΑ ΤΑ ΚΥΡΤΑ ΣΩΜΑΤΑ bbox=[245, 1609, 413, 1642]
committee-ad bbox=[229, 1190, 429, 1326]
telegram-text: ΒΕΡΟΛΙΝΟΝ, 7 Μαρτίου. (Ἰδ. ὑπηρ.) — Ἐπισήμως ἀνεκοινώθη ὅτι ὁ Γερμανικὸς Ραϊχστὰγ θὰ συνέλθῃ τὴν 15ην Μαρτίου. bbox=[1339, 1090, 1564, 1129]
exhibition-text: Ἀνεγνώσθη χθὲς ἐπὶ τῆς ὁδοῦ Χαριλάου Τρικούπη ἡ ἔκθεσις τῶν ἔργων τοῦ ζωγράφου κ. Γερανίου. bbox=[1339, 1394, 1564, 1433]
row-label: Δολλ. bbox=[549, 547, 572, 557]
telegram-text: ΛΟΝΔΙΝΟΝ. — Κατὰ τὴν χθεσινὴν συνεδρίασιν τῆς Βουλῆς τῶν Κοινοτήτων συνεζητήθη τὸ ζήτημα τῶν ἐξοπλισμῶν. bbox=[1339, 1305, 1564, 1344]
dances-section bbox=[884, 385, 1329, 2272]
brief-subhead: ΑΥΤΟΚΙΝΗΤΙΚΑ bbox=[697, 1201, 837, 1220]
paper-title: ΕΜΠΡΟΣ bbox=[718, 18, 869, 44]
table-row bbox=[443, 487, 543, 497]
finance-column bbox=[443, 56, 648, 2272]
academy-title1: Η ΧΘΕΣΙΝΗ bbox=[694, 770, 840, 796]
lead-text: Ὡς γνωστὸν, πρωταγωνιστὴς τῆς ὅλης ὑποθέσεως φέρεται ὁ Ἀνδρέας Σγουρός, ὁ ὁποῖος ἐξηφανίσθη ἀπὸ τὴν πόλιν. bbox=[662, 284, 874, 336]
social-title2: ΚΙΝΗΣΙΣ ΤΩΝ ΑΘΗΝΩΝ bbox=[1373, 424, 1530, 438]
section-rule bbox=[662, 762, 872, 765]
dances-text: Διεκρίνοντο: Ἡ κ. Κωνσταντίνου, ἡ δ. Ἀλεξίου, ἡ κ. Παπαδοπούλου, αἱ δ. Μαργαρίτου, ἡ κ. Σταματίου καὶ πολλαὶ ἄλλαι. bbox=[884, 572, 1097, 623]
row-value: 1180 bbox=[524, 487, 543, 497]
dance-notice-title: Ο ΧΟΡΟΣ ΤΩΝ ΚΥΝΟΥΡΙΕΩΝ bbox=[902, 1141, 1079, 1153]
row-value: 61 bbox=[638, 497, 648, 507]
bank-notice bbox=[445, 632, 646, 1041]
row-label: Ἑλβετ. bbox=[549, 576, 577, 586]
dances-text: Τὴν προσεχῆ Κυριακὴν δίδεται ὁ καλλιτεχνικὸς χορὸς τοῦ Ἐθνικοῦ Ὠδείου μὲ πλούσιον πρόγραμμα. bbox=[884, 1244, 1097, 1283]
table-row bbox=[1107, 1081, 1329, 1094]
row-value: 1400 bbox=[524, 547, 543, 557]
bank-president: ΙΩΑΝ. ΑΡΓΥΡΟΠΟΥΛΟΣ bbox=[460, 1020, 631, 1035]
lead-signature: Ε. ΘΩΜΟΠΟΥΛΟΣ bbox=[1451, 327, 1558, 341]
table-row bbox=[549, 567, 648, 576]
table-row bbox=[1107, 1120, 1329, 1133]
social-subtitle: Η ΣΤΑΤΙΣΤΙΚΗ ΦΕΒΡΟΥΑΡΙΟΥ bbox=[1367, 437, 1536, 448]
lead-text: Ἐπίσης ἡ ἀνάκρισις, ὡς μοὶ ἀνεκοινώθη, ἔσχεν εἰς χεῖρας της στοιχεῖα ἐνοχοποιοῦντα ὡρισμένους ἀρχαιοκαπήλους εὑρισκομένους ἐν Ἀθήναις, οἱ ὁποῖοι ἦσαν εἰς συνεννόησιν μετὰ τῶν μοναχῶν τῆς Μονῆς. bbox=[1337, 245, 1558, 323]
reward-amount: 10,000 bbox=[279, 1668, 379, 1697]
lead-text: ΚΑΛΑΒΡΥΤΑ, 7 Μαρτίου. (Τηλεγράφημα τοῦ ἀνταποκριτοῦ μας). — Ἡ ἀνάκρισις διὰ τὴν κλοπὴν τῶν κειμηλίων ἐκ τῆς Μονῆς τῆς Ἁγίας Λαύρας ἐξακολουθεῖ ἐντατικῶς ὑπὸ τὴν διεύθυνσιν τοῦ ἀνακριτοῦ. Μέχρι τοῦδε ἐξητάσθησαν πολλοὶ μάρτυρες καὶ ὡρισμένοι μοναχοί. bbox=[662, 177, 874, 280]
dances-title1: Η ΧΟΡΕΥΤΙΚΗ bbox=[1001, 398, 1211, 428]
table-row bbox=[549, 537, 648, 547]
row-label: Μονοπ. bbox=[549, 497, 577, 507]
column-rule bbox=[654, 56, 655, 2270]
row-value: 200 bbox=[1312, 1095, 1329, 1106]
committee-ref: (Ἐκ τῆς Διευθύνσεως Ἀγροτικῆς) bbox=[253, 1308, 405, 1319]
optician-ad bbox=[229, 1332, 429, 1432]
column-rule bbox=[437, 56, 438, 2270]
telegram-text: ΒΕΡΟΛΙΝΟΝ. — Τηλεγραφοῦν ἐκ Τόκιο ὅτι ὁ Πρόεδρος τοῦ Ἰαπωνικοῦ Συμβουλίου παρητήθη. bbox=[1339, 1219, 1564, 1258]
strike-text: Αἱ ἑταιρεῖαι δηλοῦν ὅτι ἡ παροῦσα κατάστασις τῆς ἀγορᾶς μετάλλων δὲν ἐπιτρέπει τοιαύτας αὐξήσεις. Ὁ Νομάρχης Ἀττικῆς ἀνέλαβε πρωτοβουλίαν πρὸς συμβιβασμόν. bbox=[662, 571, 872, 635]
table-row bbox=[1107, 1094, 1329, 1107]
story-continued: (Ἀκολουθεῖ) bbox=[301, 1172, 357, 1183]
story-author: Υπό ΜΩΡΙΣ ΛΕΜΠΛΑΝ bbox=[148, 293, 303, 309]
row-label: Ἀθηνῶν bbox=[443, 477, 471, 487]
lead-headline2: ΕΝΕΧΟΝΤΑΙ ΩΡΙΣΜΕΝΟΙ ΑΡΧΑΙΟΚΑΠΗΛΟΙ ΕΥΡΙΣΚΟΜΕΝΟΙ ΕΝ ΑΘΗΝΑΙΣ bbox=[701, 92, 1527, 143]
row-value: 90 bbox=[638, 527, 648, 537]
table-row bbox=[1107, 1107, 1329, 1120]
lead-text: δεύσεως Παρασκευῆς, ὅτε καὶ δὲ ἐφάνη εἰς τὴν Μονὴν. Αἱ ἔρευναι διεξάγονται εἰς ὅλας τὰς περιφερείας. bbox=[1105, 177, 1327, 215]
story-text: Τὸ μαχαίρι τοῦ ἀντιπάλου ἔπεσε, τὸ χέρι του κρεμάστηκε. Καὶ ὁ Βόρσκι ἐστάθη ἀσάλευτος. Ὅταν ὁ Φρανσουὰ ἐπρόφτασε νὰ τὸν πλησιάσῃ, ὁ νεανίας εἶχε ἤδη χάσει τὶς αἰσθήσεις του. bbox=[20, 1641, 219, 1719]
dance-notice-title: Ο ΧΟΡΟΣ ΤΩΝ ΣΕΡΙΦΙΩΝ bbox=[1140, 705, 1296, 717]
optician-main: ΟΦΘΑΛΜΟΣΚΟΠΙΚΑ ΓΥΑΛΙΑ bbox=[235, 1353, 423, 1395]
dance-notice-title: Ο ΧΟΡΟΣ ΤΟΥ ΣΩΜΑΤΕΙΟΥ ΚΑΡΗΑΝΩΝ bbox=[1134, 793, 1302, 816]
dances-text: Τὴν προσεχῆ Κυριακὴν δίδεται ὁ καλλιτεχνικὸς χορὸς τοῦ Ἐθνικοῦ Ὠδείου μὲ πλούσιον πρόγραμμα. bbox=[884, 1089, 1097, 1128]
row-label: Π. Λαδᾶς bbox=[1107, 1121, 1151, 1132]
dance-notice-text: Ὁ ἐτήσιος χορὸς τοῦ Σωματείου τῶν Ἑλλήνων Ἠλεκτρολόγων θὰ δοθῇ τὴν προσεχῆ Κυριακὴν εἰς τὴν αἴθουσαν τοῦ Ὀλυμπίων. bbox=[1115, 555, 1321, 606]
table-row bbox=[443, 467, 543, 477]
telegram-text: ΠΑΡΙΣΙΟΙ. — Κατὰ πληροφορίας ἐκ Ρώμης, ὁ κ. Μουσσολίνι θὰ ἐπισκεφθῇ προσεχῶς τὴν Ἀθήνα. bbox=[1339, 1176, 1564, 1215]
row-label: 1881 bbox=[549, 477, 568, 487]
story-text: Καθώς διέσχιζε τὸ πλῆθος ἐμπρὸς στὰ ἐρείπια, ὁ νεαρὸς Φρανσουὰ ἐσήκωσε τὸ κεφάλι καὶ τὸν ἀντίκρισε. Ἐκεῖνος γύρισε καὶ ἔδειξε πρὸς τὸ βάθος. Ἡ νύχτα εἶχε πέσει βαριά πάνω ἀπὸ τὸ νησί, καὶ τὰ δέντρα ἔτριζαν κάτω ἀπὸ τὸν ἄνεμο. Κανεὶς δὲν μιλοῦσε. Μόνο ὁ ἦχος τῶν κυμάτων ἀκουγόταν στὴν ἀκτή. Ὁ Στέφανος πλησίασε τότε, καὶ μὲ φωνὴ τρεμάμενη εἶπε ὅτι ὅλα εἶχαν τελειώσει. Ἡ Βερονίκη δὲν ἀπάντησε. bbox=[20, 1064, 219, 1233]
dances-text: Διεκρίνοντο: Ἡ κ. Κωνσταντίνου, ἡ δ. Ἀλεξίου, ἡ κ. Παπαδοπούλου, αἱ δ. Μαργαρίτου, ἡ κ. Σταματίου καὶ πολλαὶ ἄλλαι. bbox=[1107, 477, 1329, 529]
dances-subcolumn-right bbox=[1107, 477, 1329, 1287]
lead-text: ΚΑΛΑΒΡΥΤΑ, 7 Μαρτίου. (Τηλεγράφημα τοῦ ἀνταποκριτοῦ μας). — Ἡ ἀνάκρισις διὰ τὴν κλοπὴν τῶν κειμηλίων ἐκ τῆς Μονῆς τῆς Ἁγίας Λαύρας ἐξακολουθεῖ ἐντατικῶς ὑπὸ τὴν διεύθυνσιν τοῦ ἀνακριτοῦ. Μέχρι τοῦδε ἐξητάσθησαν πολλοὶ μάρτυρες καὶ ὡρισμένοι μοναχοί. bbox=[1105, 219, 1327, 310]
dances-text: Ἡ Ἑταιρεία τῶν Ἠλεκτρικῶν Σιδηροδρόμων Ἀθηνῶν-Πειραιῶς θὰ δώσῃ τὴν χορεσπερίδα της εἰς τὸ ἐν Φαλήρῳ κέντρον. bbox=[884, 1013, 1097, 1065]
dances-text: Ὅπως καὶ κατὰ τὰ προηγούμενα ἔτη, ὁ χορὸς τῶν Σμυρναίων θὰ δοθῇ τὴν προσεχῆ Πέμπτην εἰς τὸ Ζάππειον. Ἡ ἐπιτροπὴ ἐκάλεσε τὰ μέλη. bbox=[884, 722, 1097, 774]
dance-notice-title: Ο ΧΟΡΟΣ ΤΩΝ ΚΑΛΛΙΤΕΧΝΩΝ bbox=[1125, 629, 1311, 641]
sports-text: Τὴν Κυριακὴν εἰς τὰς 2 1/2 εἰς τὸ Παναθηναϊκὸν Στάδιον θὰ γίνῃ ὁ ἀγὼν τῶν ἀγωνισμάτων στίβου μεταξὺ τῶν σωματείων Παναθηναϊκοῦ καὶ Πανελληνίου. bbox=[1339, 715, 1564, 780]
exhibition-title: ΕΚΘΕΤΑ bbox=[1377, 1355, 1526, 1394]
finance-text: Ἐκτὸς τοῦ Χρηματιστηρίου ἐγένοντο αἱ ἑξῆς πράξεις: Λεπτοὶ Ψυχικοῦ 63, Φωσφορικὰ 26, Πανελλήνια 100. Ἄσπρα 82, Ἀγγλοελληνικὰ 2228. bbox=[443, 377, 648, 429]
table-row bbox=[1107, 1172, 1329, 1185]
sports-text: Τῷ πρὸ ὀλίγου ἐπανελθόντι ἐξ Εὐρώπης κ. Ἰωάν. Φωκιανῷ ἀνετέθη ἡ προπόνησις τῶν ἀθλητῶν. bbox=[1339, 1007, 1564, 1046]
dances-title2: ΚΙΝΗΣΙΣ ΤΩΝ ΑΠΟΚΡΕΩ bbox=[926, 427, 1287, 458]
row-label: Στερλ. bbox=[549, 537, 577, 547]
table-date: Πέμπτη, 7 Μαρτίου. bbox=[500, 452, 592, 463]
row-label: Α. Καραμπάσης bbox=[1107, 1095, 1178, 1106]
row-label: Ν. Τσιντσόπουλος bbox=[1107, 1108, 1194, 1119]
table-row bbox=[443, 547, 543, 557]
stock-table-left bbox=[443, 467, 543, 586]
lead-text: ὁτι ἀκριβῶς φόνον ἔπαιξεν ἡ ἀνάφερσις τοῦ ἡγουμένου εἰς τὰς ἐπισήμους ἀρχάς. Ἡ ἀστυνομία παρακολουθεῖ τὰ ἴχνη τῶν δραστῶν. Ἐκ τῶν μέχρι τοῦδε ἐρευνῶν προκύπτει ὅτι τὰ κειμήλια μετεφέρθησαν εἰς Ἀθήνας. bbox=[884, 177, 1095, 267]
row-value: 500 bbox=[1312, 1056, 1329, 1067]
telegram-text: ΒΕΡΟΛΙΝΟΝ, 7 Μαρτίου. (Ἰδ. ὑπηρ.) — Ἐπισήμως ἀνεκοινώθη ὅτι ὁ Γερμανικὸς Ραϊχστὰγ θὰ συνέλθῃ τὴν 15ην Μαρτίου. bbox=[1339, 1262, 1564, 1301]
table-row bbox=[549, 487, 648, 497]
telegram-text: ΛΟΝΔΙΝΟΝ. — Κατὰ τὴν χθεσινὴν συνεδρίασιν τῆς Βουλῆς τῶν Κοινοτήτων συνεζητήθη τὸ ζήτημα τῶν ἐξοπλισμῶν. bbox=[1339, 1133, 1564, 1172]
row-value: 200 bbox=[1312, 1108, 1329, 1119]
dance-notice-text: Μετὰ μεγάλης ἐπιτυχίας ἐδόθη χθὲς ὁ χορὸς τῶν Καλλιτεχνῶν ἐν τῷ Ἑλληνικῷ Ὠδείῳ. bbox=[1115, 643, 1321, 682]
section-rule bbox=[662, 391, 872, 394]
row-label: Λ. Καλινόχης bbox=[1107, 1173, 1173, 1184]
optician-name: Μ. ΓΕΩΡΓΑΡΙΟΥ bbox=[257, 1395, 401, 1414]
pharmacy-text: Θέλετε νὰ ἔχετε ὡραῖον καὶ καθαρὸν πρόσωπον; Χρησιμοποιήσατε τὴν ἀλοιφὴν μας. bbox=[240, 1501, 418, 1534]
brief-text: Ὑπὸ τῶν ὀργάνων τοῦ ΙΑ' ἀστυν. τμήματος συνελήφθησαν οἱ ἐπιδειξίαι πορτοφολάδες Νικόλαος Σ. καὶ Παναγιώτης Χ. bbox=[662, 1383, 872, 1435]
table-row bbox=[443, 537, 543, 547]
row-label: 1884 bbox=[549, 487, 568, 497]
table-row bbox=[549, 517, 648, 527]
academy-title2: ΤΗΣ ΑΚΑΔΗΜΙΑΣ ΑΘΗΝΩΝ bbox=[683, 795, 851, 807]
series-label: ΑΙ ΠΕΡΙΠΕΤΕΙΑΙ ΤΟΥ ΑΡΣΕΝ ΛΟΥΠΕΝ bbox=[20, 58, 431, 83]
news-column-1 bbox=[662, 385, 872, 2272]
